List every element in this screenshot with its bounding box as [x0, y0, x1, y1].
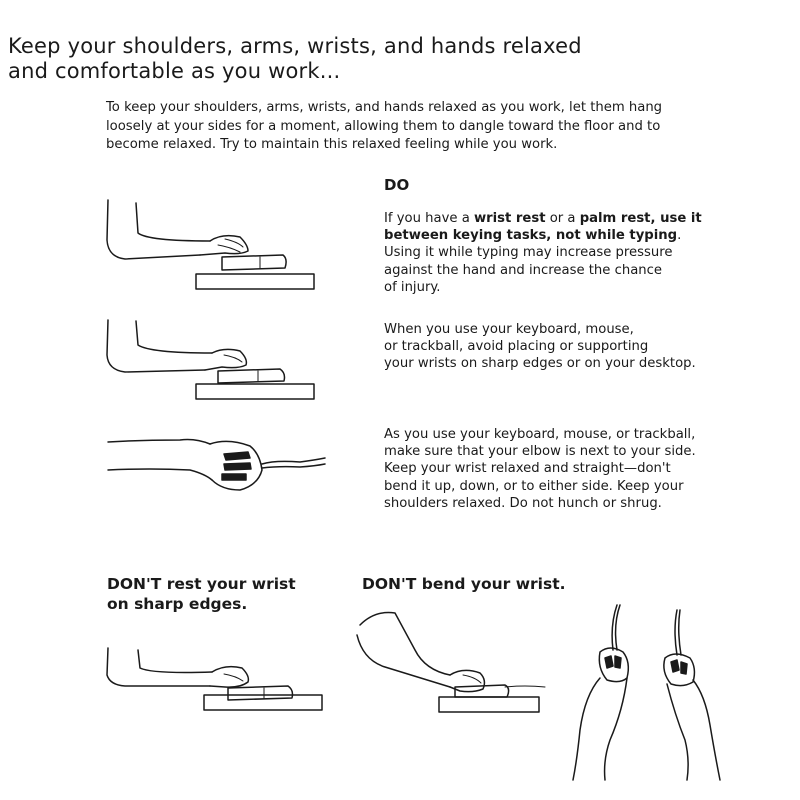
p1-bold-keying: between keying tasks, not while typing — [384, 228, 678, 244]
bent-wrist-mouse-top-icon — [565, 600, 745, 785]
p3-line-1: As you use your keyboard, mouse, or trackball, — [384, 427, 696, 442]
p1-text: . — [677, 228, 682, 244]
p3-line-2: make sure that your elbow is next to your side. — [384, 444, 696, 460]
p1-bold-wrist-rest: wrist rest — [473, 211, 546, 226]
dont1-line-2: on sharp edges. — [107, 595, 248, 613]
arm-on-keyboard-no-rest-icon — [100, 315, 330, 405]
hand-on-mouse-top-icon — [100, 430, 330, 505]
dont-bend-wrist-caption — [362, 574, 566, 594]
title-line-1: Keep your shoulders, arms, wrists, and hands relaxed — [8, 34, 582, 58]
dont-rest-wrist-caption — [107, 574, 296, 614]
intro-line-3: become relaxed. Try to maintain this relaxed feeling while you work. — [106, 137, 558, 152]
dont2-line-1: DON'T bend your wrist. — [362, 575, 566, 593]
p3-line-3: Keep your wrist relaxed and straight—don't — [384, 461, 671, 477]
bent-wrist-side-icon — [355, 605, 550, 715]
p2-line-3: your wrists on sharp edges or on your desktop. — [384, 356, 696, 372]
intro-line-2: loosely at your sides for a moment, allowing them to dangle toward the floor and to — [106, 118, 661, 134]
arm-on-keyboard-with-rest-icon — [100, 195, 330, 295]
p2-line-2: or trackball, avoid placing or supporting — [384, 339, 649, 355]
p1-line-1 — [384, 210, 784, 227]
page-title — [8, 34, 708, 84]
p3-line-4: bend it up, down, or to either side. Keep your — [384, 478, 684, 494]
dont1-line-1: DON'T rest your wrist — [107, 575, 296, 593]
p2-line-1: When you use your keyboard, mouse, — [384, 322, 634, 337]
p3-line-5: shoulders relaxed. Do not hunch or shrug. — [384, 495, 662, 511]
p1-text: or a — [545, 211, 580, 226]
p1-line-2 — [384, 227, 784, 244]
do-paragraph-wrist-rest — [384, 210, 784, 296]
p1-line-3: Using it while typing may increase pressure — [384, 245, 673, 261]
p1-text: If you have a — [384, 211, 474, 226]
p1-line-4: against the hand and increase the chance — [384, 262, 663, 278]
do-paragraph-elbow — [384, 426, 784, 512]
p1-line-5: of injury. — [384, 279, 441, 295]
do-paragraph-sharp-edges — [384, 321, 784, 373]
p1-bold-palm-rest: palm rest, use it — [579, 211, 702, 226]
title-line-2: and comfortable as you work... — [8, 59, 341, 83]
do-heading: DO — [384, 176, 410, 194]
arm-on-sharp-edge-icon — [100, 640, 330, 720]
intro-line-1: To keep your shoulders, arms, wrists, and hands relaxed as you work, let them hang — [106, 100, 663, 115]
intro-paragraph — [106, 99, 766, 155]
